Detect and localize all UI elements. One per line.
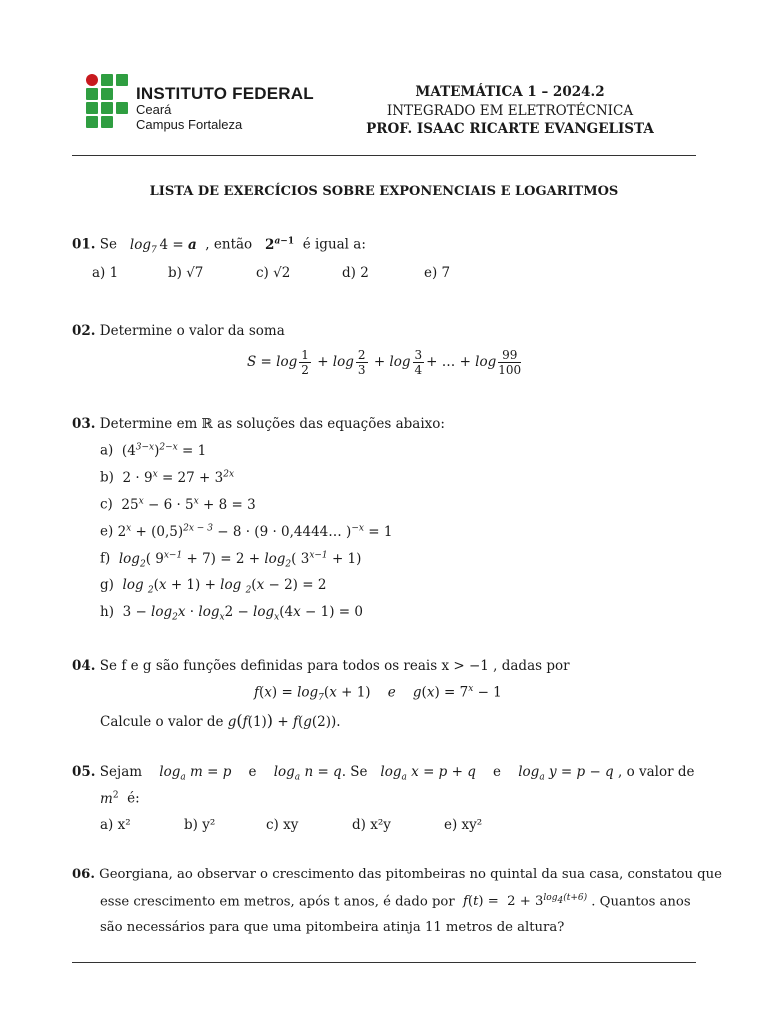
question-number: 06. xyxy=(72,867,95,882)
logo-red-dot xyxy=(86,74,98,86)
question-06-line2: esse crescimento em metros, após t anos, é dado por $f(t) = 2 + 3^{log_4(t+6)}$ . Quantos anos xyxy=(100,893,691,910)
equation-g: g) log $_2$(x + 1) + log $_2$(x − 2) = 2 xyxy=(100,577,327,596)
option-c: c) √2 xyxy=(256,265,291,281)
question-05-target: $m^2$ é: xyxy=(100,790,140,807)
option-b: b) √7 xyxy=(168,265,204,281)
question-number: 03. xyxy=(72,416,96,432)
equation-a: a) $(4^{3-x})^{2-x} = 1$ xyxy=(100,442,207,459)
option-c: c) xy xyxy=(266,817,299,833)
equation-e: e) $2^x + (0,5)^{2x - 3} - 8 \cdot (9$ · 0,4444… )$^{-x}$ = 1 xyxy=(100,523,393,540)
option-a: a) x² xyxy=(100,817,131,833)
question-06 xyxy=(72,867,722,882)
teacher-name: PROF. ISAAC RICARTE EVANGELISTA xyxy=(366,121,654,137)
page-title: LISTA DE EXERCÍCIOS SOBRE EXPONENCIAIS E LOGARITMOS xyxy=(149,184,619,199)
question-number: 01. xyxy=(72,236,96,253)
formula: $2^{a-1}$ xyxy=(265,236,295,253)
institute-logo-mark xyxy=(86,74,130,130)
option-e: e) xy² xyxy=(444,817,483,833)
logo-title: INSTITUTO FEDERAL xyxy=(136,84,314,103)
footer-divider xyxy=(72,962,696,963)
question-number: 05. xyxy=(72,764,96,780)
class-name: INTEGRADO EM ELETROTÉCNICA xyxy=(386,103,634,119)
question-text: é igual a: xyxy=(302,236,366,253)
question-number: 02. xyxy=(72,323,96,339)
question-text: Determine em ℝ as soluções das equações abaixo: xyxy=(99,416,445,432)
course-title: MATEMÁTICA 1 – 2024.2 xyxy=(415,84,605,100)
option-d: d) x²y xyxy=(352,817,391,833)
option-e: e) 7 xyxy=(424,265,451,281)
question-06-line3: são necessários para que uma pitombeira atinja 11 metros de altura? xyxy=(100,920,565,935)
option-d: d) 2 xyxy=(342,265,369,281)
equation-h: h) $3 - \log_2x \cdot \log_x2 - \log_x(4x - 1) = 0$ xyxy=(100,604,363,623)
header-divider xyxy=(72,155,696,156)
question-04 xyxy=(72,658,570,674)
function-definitions: $f(x) = \log_7(x + 1)$ e $g(x) = 7^x - 1$ xyxy=(254,684,502,704)
question-text: Se xyxy=(99,236,118,253)
question-text: Se f e g são funções definidas para todos os reais x > −1 , dadas por xyxy=(99,658,570,674)
logo-subtitle-state: Ceará xyxy=(136,102,172,117)
question-text: Georgiana, ao observar o crescimento das pitombeiras no quintal da sua casa, constatou que xyxy=(99,867,722,882)
question-02 xyxy=(72,323,285,339)
question-04-calc: Calcule o valor de g(f(1)) + f(g(2)). xyxy=(100,711,341,730)
question-text: Calcule o valor de xyxy=(100,714,224,730)
sum-formula: S = log $\frac{1}{2}$ + log $\frac{2}{3}$ + log $\frac{3}{4}$ + … + log $\frac{99}{100}$ xyxy=(247,348,522,377)
equation-c: c) $25^x - 6 \cdot 5^x + 8 = 3$ xyxy=(100,496,256,513)
question-05: 05. Sejam $\log_a m = p$ e $\log_a n = q$. Se $\log_a x = p + q$ e $\log_a y = p - q$ , o valor de xyxy=(72,764,695,783)
option-b: b) y² xyxy=(184,817,216,833)
logo-subtitle-campus: Campus Fortaleza xyxy=(136,117,243,132)
formula: $\log_7 4 = a$ xyxy=(129,236,197,256)
option-a: a) 1 xyxy=(92,265,119,281)
question-text: Determine o valor da soma xyxy=(99,323,285,339)
question-03 xyxy=(72,416,445,432)
equation-f: f) $\log_2$( $9^{x-1} + 7) = 2 + \log_2$( $3^{x-1} + 1$) xyxy=(100,550,362,570)
question-text: , então xyxy=(205,236,253,253)
question-01 xyxy=(72,236,366,255)
question-number: 04. xyxy=(72,658,96,674)
equation-b: b) $2 \cdot 9^x = 27 + 3^{2x}$ xyxy=(100,469,235,486)
question-text: Sejam xyxy=(99,764,143,780)
